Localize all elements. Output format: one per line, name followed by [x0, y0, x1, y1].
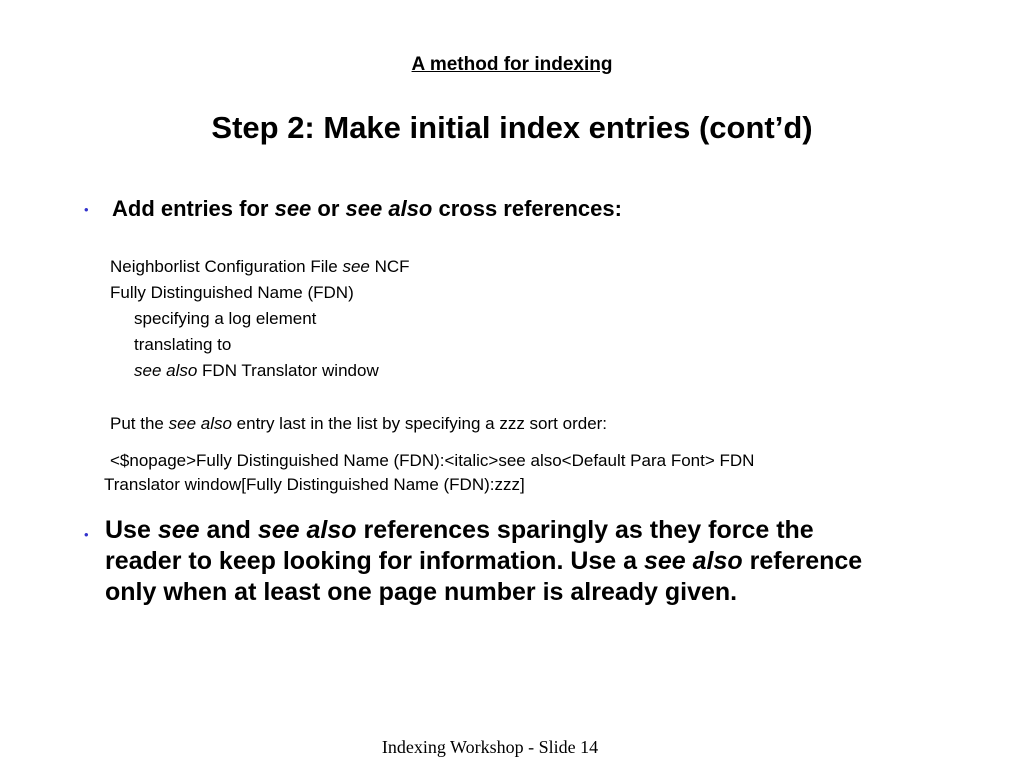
instruction-sort-order [110, 413, 607, 434]
example-text: Neighborlist Configuration File [110, 257, 343, 276]
bullet2-text: references sparingly as they force the reader to keep looking for information. Use a [105, 516, 814, 575]
bullet-add-entries [112, 194, 622, 224]
example-text: Put the [110, 414, 169, 433]
example-subentry-translating: translating to [134, 335, 232, 354]
example-see-also: see also [134, 361, 198, 380]
slide-footer: Indexing Workshop - Slide 14 [381, 737, 599, 757]
bullet-point-icon: • [84, 527, 89, 542]
bullet1-see-also: see also [345, 196, 433, 221]
bullet2-text: and [199, 516, 258, 544]
bullet1-text: or [311, 196, 346, 221]
example-text: entry last in the list by specifying a zzz sort order: [231, 414, 608, 433]
markup-example-line: <$nopage>Fully Distinguished Name (FDN):<italic>see also<Default Para Font> FDN [110, 451, 755, 470]
example-entry-fdn: Fully Distinguished Name (FDN) [110, 283, 354, 302]
example-see-also: see also [168, 414, 232, 433]
example-subentry-see-also [134, 360, 379, 381]
example-subentry-log: specifying a log element [134, 309, 317, 328]
bullet1-see: see [274, 196, 312, 221]
example-text: FDN Translator window [197, 361, 379, 380]
bullet2-see-also: see also [644, 547, 743, 575]
bullet2-see-also: see also [257, 516, 357, 544]
example-text: NCF [369, 257, 410, 276]
bullet2-see: see [157, 516, 200, 544]
bullet1-text: cross references: [432, 196, 622, 221]
example-see: see [342, 257, 370, 276]
bullet2-text: Use [105, 516, 158, 544]
slide-title: Step 2: Make initial index entries (cont’d) [211, 110, 813, 145]
bullet2-text: reference only when at least one page number is already given. [105, 547, 863, 606]
bullet1-text: Add entries for [112, 196, 275, 221]
bullet-use-sparingly [105, 515, 885, 608]
bullet-point-icon: • [84, 202, 89, 217]
slide-subtitle: A method for indexing [411, 54, 613, 75]
example-entry-ncf [110, 256, 410, 277]
markup-example-line: Translator window[Fully Distinguished Name (FDN):zzz] [104, 475, 525, 494]
